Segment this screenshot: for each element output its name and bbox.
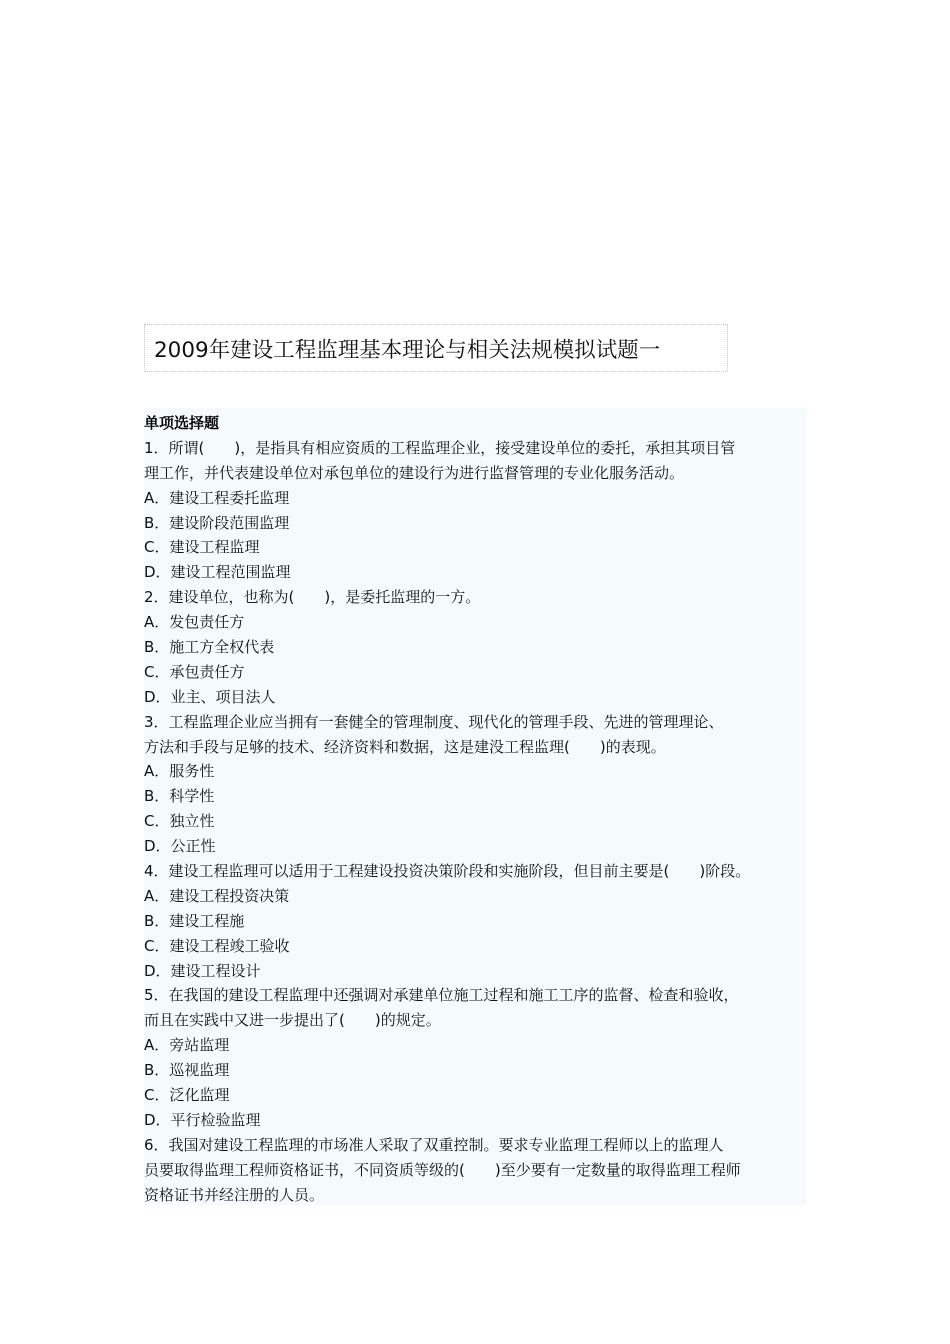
text-line: 理工作，并代表建设单位对承包单位的建设行为进行监督管理的专业化服务活动。: [144, 463, 685, 482]
question-section: [144, 408, 806, 1205]
text-line: A．服务性: [144, 762, 215, 781]
text-line: 6．我国对建设工程监理的市场准人采取了双重控制。要求专业监理工程师以上的监理人: [144, 1135, 724, 1154]
text-line: D．平行检验监理: [144, 1110, 261, 1129]
document-title: 2009年建设工程监理基本理论与相关法规模拟试题一: [154, 337, 661, 363]
text-line: 5．在我国的建设工程监理中还强调对承建单位施工过程和施工工序的监督、检查和验收，: [144, 986, 739, 1005]
text-line: 而且在实践中又进一步提出了( )的规定。: [144, 1011, 441, 1030]
text-line: C．泛化监理: [144, 1086, 230, 1105]
text-line: B．科学性: [144, 787, 215, 806]
title-box: [144, 324, 728, 372]
text-line: C．承包责任方: [144, 662, 245, 681]
text-line: 3．工程监理企业应当拥有一套健全的管理制度、现代化的管理手段、先进的管理理论、: [144, 712, 724, 731]
text-line: 1．所谓( )，是指具有相应资质的工程监理企业，接受建设单位的委托，承担其项目管: [144, 438, 736, 457]
text-line: B．施工方全权代表: [144, 638, 275, 657]
text-line: A．发包责任方: [144, 613, 245, 632]
text-line: 方法和手段与足够的技术、经济资料和数据，这是建没工程监理( )的表现。: [144, 737, 666, 756]
text-line: 4．建设工程监理可以适用于工程建设投资决策阶段和实施阶段，但目前主要是( )阶段。: [144, 862, 751, 881]
text-line: D．业主、项目法人: [144, 687, 276, 706]
section-heading: 单项选择题: [144, 414, 220, 432]
text-line: B．巡视监理: [144, 1061, 230, 1080]
text-line: B．建设工程施: [144, 911, 245, 930]
text-line: A．建设工程委托监理: [144, 488, 290, 507]
text-line: C．建设工程监理: [144, 538, 260, 557]
text-line: 2．建设单位，也称为( )，是委托监理的一方。: [144, 588, 481, 607]
text-line: C．独立性: [144, 812, 215, 831]
text-line: A．建设工程投资决策: [144, 886, 290, 905]
text-line: 资格证书并经注册的人员。: [144, 1185, 325, 1204]
text-line: D．公正性: [144, 837, 216, 856]
text-line: B．建设阶段范围监理: [144, 513, 290, 532]
text-line: C．建设工程竣工验收: [144, 936, 290, 955]
text-line: D．建设工程设计: [144, 961, 261, 980]
text-line: 员要取得监理工程师资格证书，不同资质等级的( )至少要有一定数量的取得监理工程师: [144, 1160, 741, 1179]
text-line: D．建设工程范围监理: [144, 563, 291, 582]
text-line: A．旁站监理: [144, 1036, 230, 1055]
